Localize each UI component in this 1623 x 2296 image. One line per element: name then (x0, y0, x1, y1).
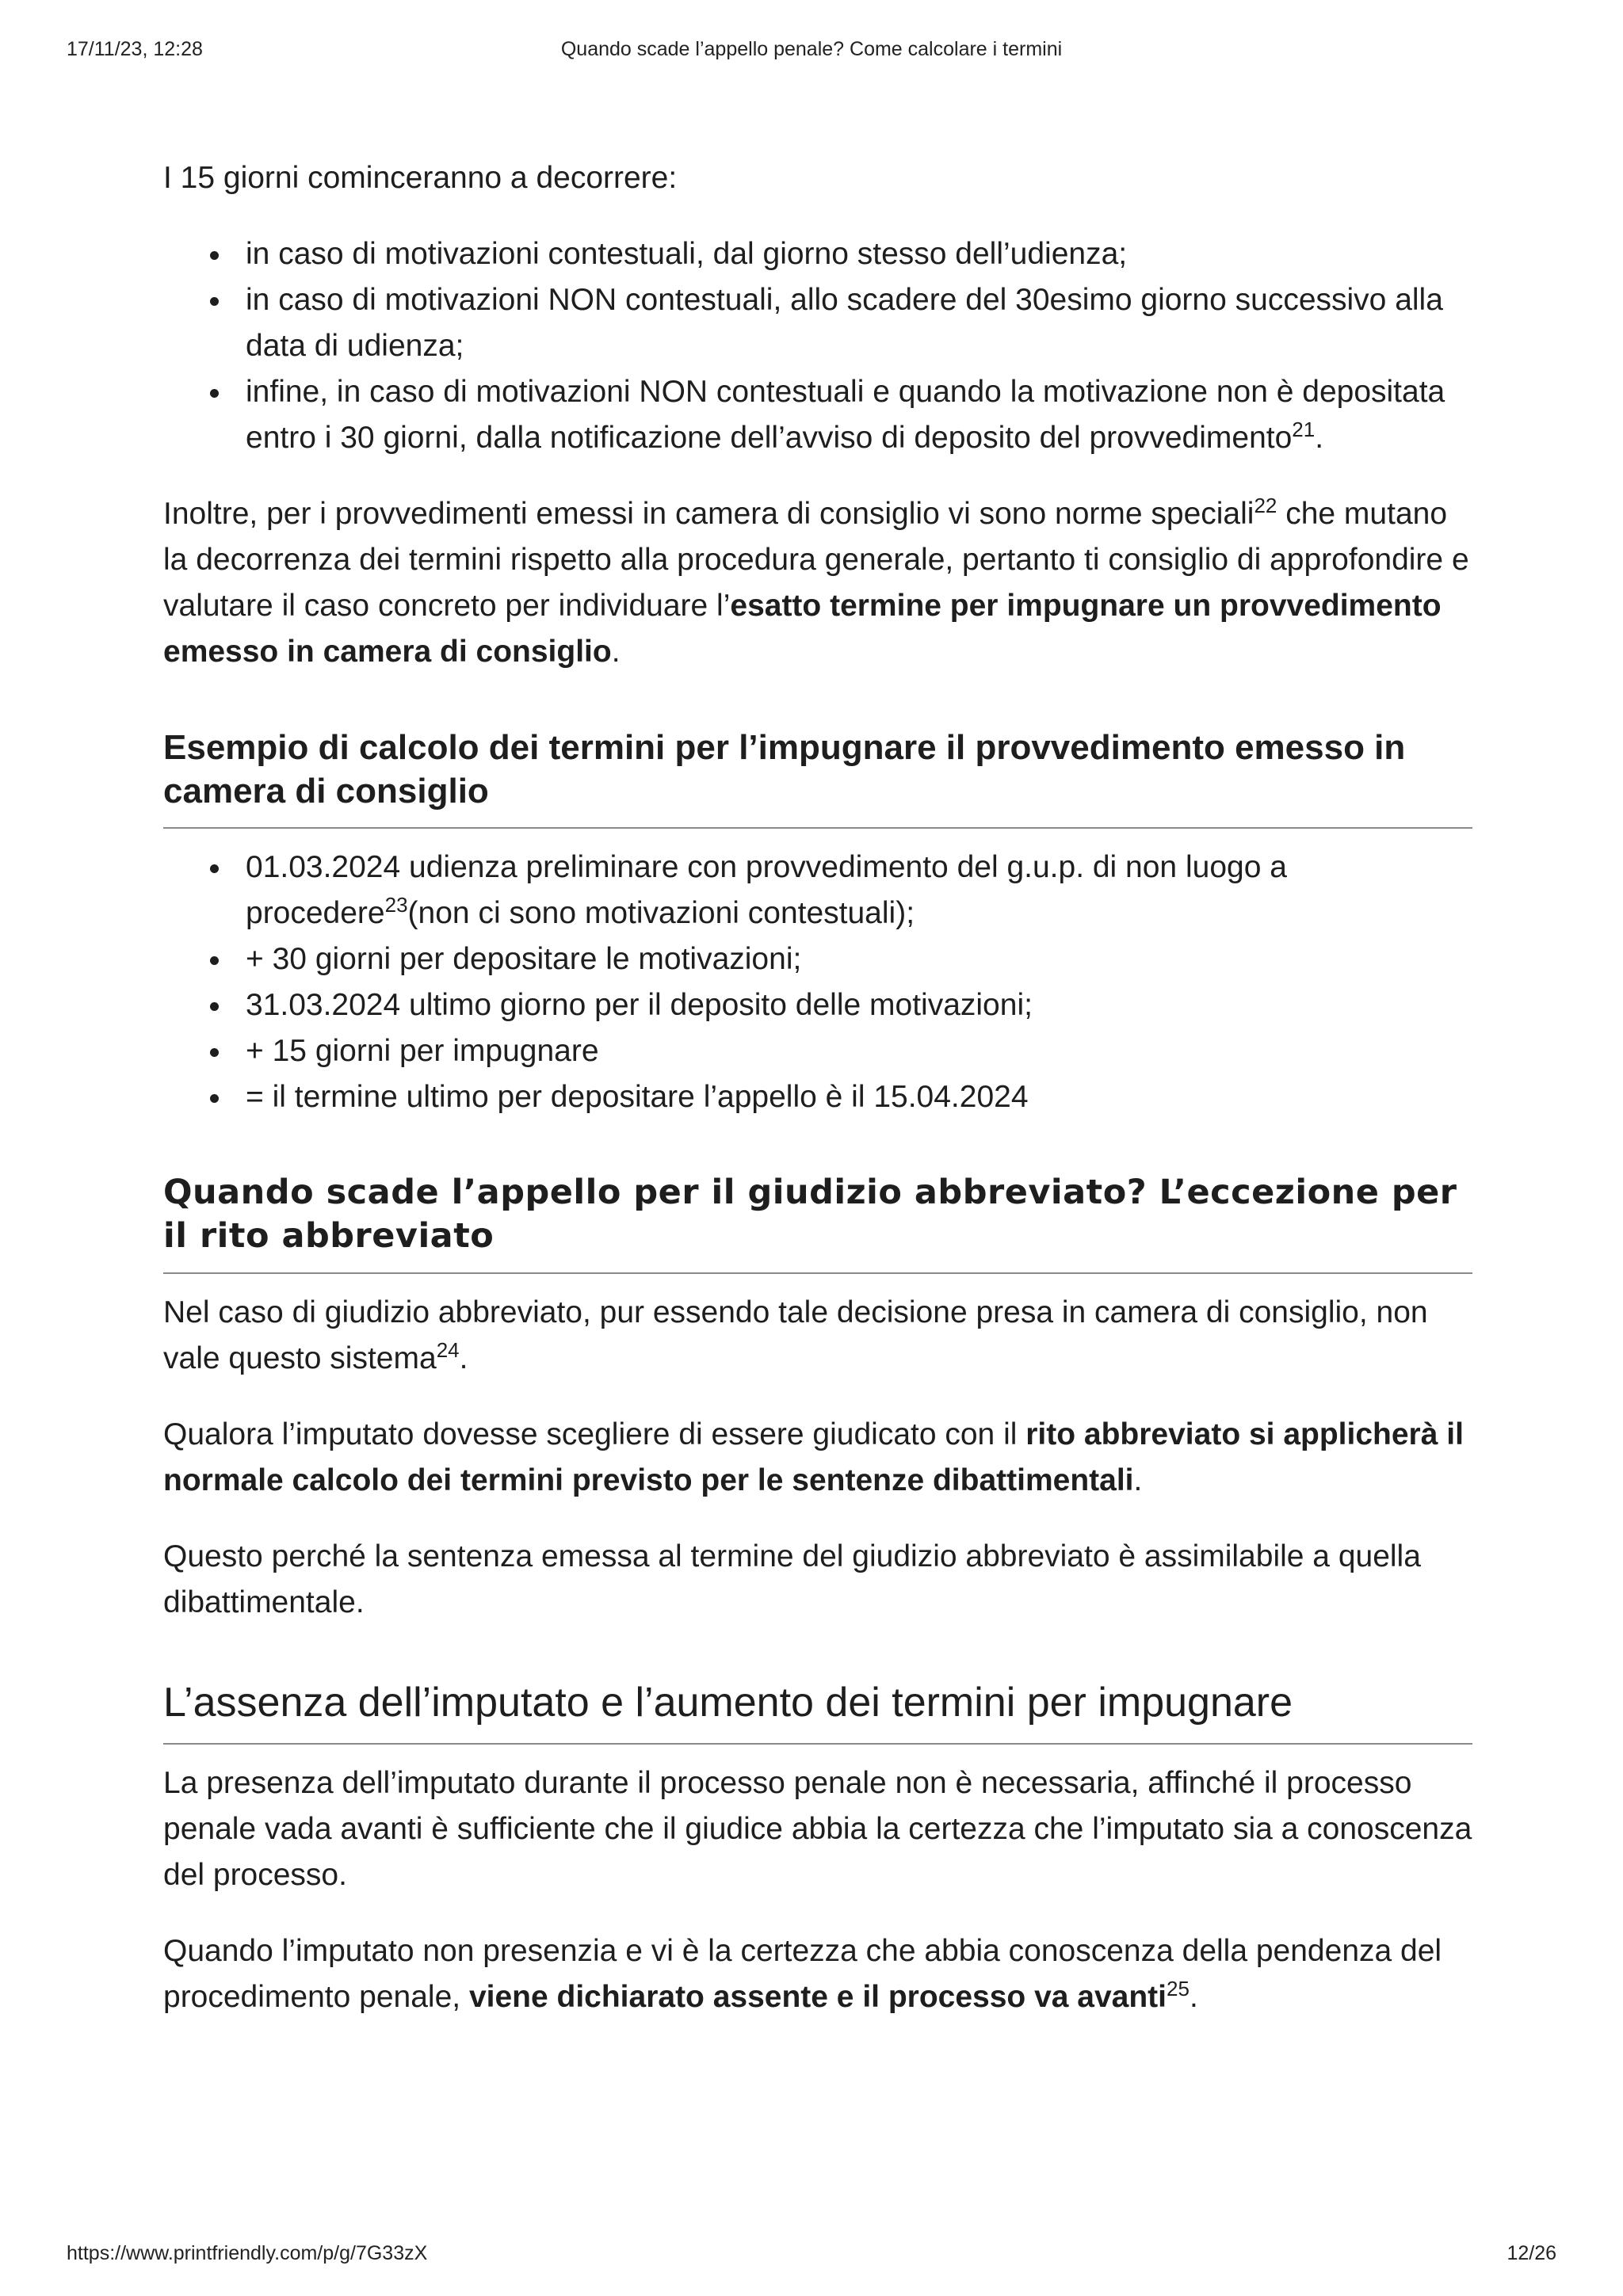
abbreviato-paragraph-1 (163, 1290, 1472, 1382)
decorrenza-list (163, 231, 1472, 461)
intro-paragraph: I 15 giorni cominceranno a decorrere: (163, 161, 678, 195)
list-item (246, 369, 1472, 461)
print-header (67, 38, 1556, 67)
paragraph-text: Nel caso di giudizio abbreviato, pur essendo tale decisione presa in camera di consiglio, non vale questo sistema (163, 1295, 1428, 1375)
footnote-ref-23[interactable]: 23 (384, 893, 408, 917)
list-item (246, 1028, 1472, 1074)
paragraph-bold-text: viene dichiarato assente e il processo va avanti (468, 1980, 1167, 2014)
list-item (246, 936, 1472, 982)
print-footer (67, 2242, 1556, 2271)
example-list (163, 845, 1472, 1120)
list-item-text: = il termine ultimo per depositare l’appello è il 15.04.2024 (246, 1080, 1029, 1114)
list-item-text: infine, in caso di motivazioni NON contestuali e quando la motivazione non è depositata entro i 30 giorni, dalla notificazione dell’avviso di deposito del provvedimento (246, 375, 1445, 455)
abbreviato-paragraph-3: Questo perché la sentenza emessa al termine del giudizio abbreviato è assimilabile a quella dibattimentale. (163, 1539, 1421, 1619)
list-item-end: (non ci sono motivazioni contestuali); (407, 896, 915, 930)
list-item (246, 982, 1472, 1028)
list-item-text: + 15 giorni per impugnare (246, 1034, 599, 1068)
paragraph-bold-text: rito abbreviato si applicherà il normale calcolo dei termini previsto per le sentenze dibattimentali (163, 1417, 1464, 1497)
print-page-number: 12/26 (1507, 2242, 1556, 2264)
list-item (246, 1074, 1472, 1120)
list-item-text: in caso di motivazioni NON contestuali, allo scadere del 30esimo giorno successivo alla data di udienza; (246, 283, 1443, 363)
paragraph-text: Quando l’imputato non presenzia e vi è la certezza che abbia conoscenza della pendenza del procedimento penale, (163, 1934, 1442, 2014)
example-heading: Esempio di calcolo dei termini per l’impugnare il provvedimento emesso in camera di consiglio (163, 726, 1472, 829)
list-item (246, 845, 1472, 936)
paragraph-end: . (459, 1341, 468, 1375)
list-item (246, 231, 1472, 277)
assenza-heading: L’assenza dell’imputato e l’aumento dei termini per impugnare (163, 1676, 1472, 1745)
abbreviato-paragraph-2 (163, 1412, 1472, 1504)
paragraph-bold-text: esatto termine per impugnare un provvedimento emesso in camera di consiglio (163, 589, 1442, 669)
assenza-paragraph-1: La presenza dell’imputato durante il processo penale non è necessaria, affinché il processo penale vada avanti è sufficiente che il giudice abbia la certezza che l’imputato sia a conoscenza del processo. (163, 1766, 1472, 1892)
camera-paragraph (163, 491, 1472, 675)
footnote-ref-21[interactable]: 21 (1292, 418, 1316, 441)
abbreviato-heading: Quando scade l’appello per il giudizio abbreviato? L’eccezione per il rito abbreviato (163, 1171, 1472, 1274)
paragraph-text: Qualora l’imputato dovesse scegliere di essere giudicato con il (163, 1417, 1026, 1451)
print-datetime: 17/11/23, 12:28 (67, 38, 203, 60)
paragraph-end: . (1189, 1980, 1198, 2014)
paragraph-end: . (611, 635, 621, 669)
paragraph-text: Inoltre, per i provvedimenti emessi in camera di consiglio vi sono norme speciali (163, 497, 1254, 531)
list-item-text: 31.03.2024 ultimo giorno per il deposito delle motivazioni; (246, 988, 1033, 1022)
footnote-ref-25[interactable]: 25 (1167, 1977, 1190, 2000)
article-content (163, 155, 1472, 2050)
print-source-url: https://www.printfriendly.com/p/g/7G33zX (67, 2242, 428, 2264)
footnote-ref-22[interactable]: 22 (1254, 494, 1277, 517)
footnote-ref-24[interactable]: 24 (436, 1338, 460, 1362)
list-item-text: + 30 giorni per depositare le motivazioni; (246, 942, 802, 976)
list-item-end: . (1315, 421, 1324, 455)
list-item-text: in caso di motivazioni contestuali, dal giorno stesso dell’udienza; (246, 237, 1128, 271)
paragraph-text: che mutano la decorrenza dei termini rispetto alla procedura generale, pertanto ti consiglio di approfondire e valutare il caso concreto per individuare l’ (163, 497, 1469, 623)
paragraph-end: . (1133, 1463, 1143, 1497)
print-page-title: Quando scade l’appello penale? Come calcolare i termini (560, 38, 1063, 60)
list-item (246, 277, 1472, 369)
list-item-text: 01.03.2024 udienza preliminare con provvedimento del g.u.p. di non luogo a procedere (246, 850, 1287, 930)
assenza-paragraph-2 (163, 1928, 1472, 2020)
